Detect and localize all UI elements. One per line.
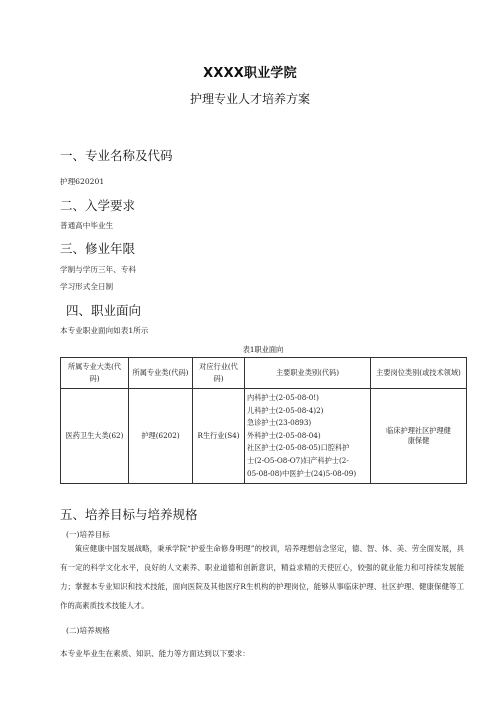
section-2-body: 普通高中毕业生 <box>60 221 114 230</box>
occupation-line: 急诊护士(23-0893) <box>247 418 312 428</box>
table-header-cell: 所属专业大类(代码) <box>61 358 129 389</box>
section-4-heading: 四、职业面向 <box>66 303 142 318</box>
table-row <box>61 389 467 484</box>
table-header-cell: 所属专业类(代码) <box>129 358 193 389</box>
section-1-body: 护理620201 <box>60 177 105 186</box>
document-subtitle: 护理专业人才培养方案 <box>189 92 310 106</box>
occupation-line: 05-08-08)中医护士(24)5-08-09) <box>247 468 357 478</box>
occupation-line: 外科护士(2-05-08-04) <box>247 430 321 440</box>
occupations-cell <box>245 389 371 484</box>
section-5-requirements: 本专业毕业生在素质、知识、能力等方面达到以下要求： <box>60 649 250 658</box>
section-1-heading: 一、专业名称及代码 <box>60 148 173 163</box>
positions-cell: 临床护理社区护理健康保健 <box>371 389 467 484</box>
table-header-cell: 主要职业类别(代码) <box>245 358 371 389</box>
section-5-sub2: (二)培养规格 <box>66 626 110 635</box>
occupation-line: 社区护士(2-05-08-05)口腔科护 <box>247 443 350 453</box>
section-5-sub1: (一)培养目标 <box>66 530 110 539</box>
major-class-cell: 护理(6202) <box>129 389 193 484</box>
table-caption: 表1职业面向 <box>242 345 284 354</box>
section-3-heading: 三、修业年限 <box>60 241 136 256</box>
section-5-heading: 五、培养目标与培养规格 <box>60 507 198 522</box>
occupation-line: 内科护士(2-05-08-0!) <box>247 393 319 402</box>
occupation-line: 儿科护士(2-05-08-4)2) <box>247 405 324 415</box>
occupation-table <box>60 357 467 484</box>
major-category-cell: 医药卫生大类(62) <box>61 389 129 484</box>
occupation-line: 士(2-O5-O8-O7)妇产科护士(2- <box>247 455 349 465</box>
training-goal-text: 策应健康中国发展战略，秉承学院“护爱生命修身明理”的校训，培养理想信念坚定，德、智、体、美、劳全面发展，具有一定的科学文化水平，良好的人文素养、职业道德和创新意识，精益求精的天使匠心，较强的就业能力和可持续发展能力；掌握本专业知识和技术技能，面向医院及其他医疗R生机构的护理岗位，能够从事临床护理、社区护理、健康保健等工作的高素质技术技能人才。 <box>60 544 464 610</box>
table-header-cell: 主要岗位类别(或技术领域) <box>371 358 467 389</box>
document-title: XXXX职业学院 <box>203 66 297 81</box>
industry-cell: R生行业(S4) <box>193 389 245 484</box>
section-3-body-2: 学习形式全日制 <box>60 282 114 291</box>
section-3-body-1: 学制与学历三年、专科 <box>60 265 136 274</box>
section-2-heading: 二、入学要求 <box>60 198 136 213</box>
table-header-row <box>61 358 467 389</box>
section-4-intro: 本专业职业面向如表1所示 <box>60 326 149 335</box>
section-5-paragraph <box>60 539 464 615</box>
table-header-cell: 对应行业(代码) <box>193 358 245 389</box>
